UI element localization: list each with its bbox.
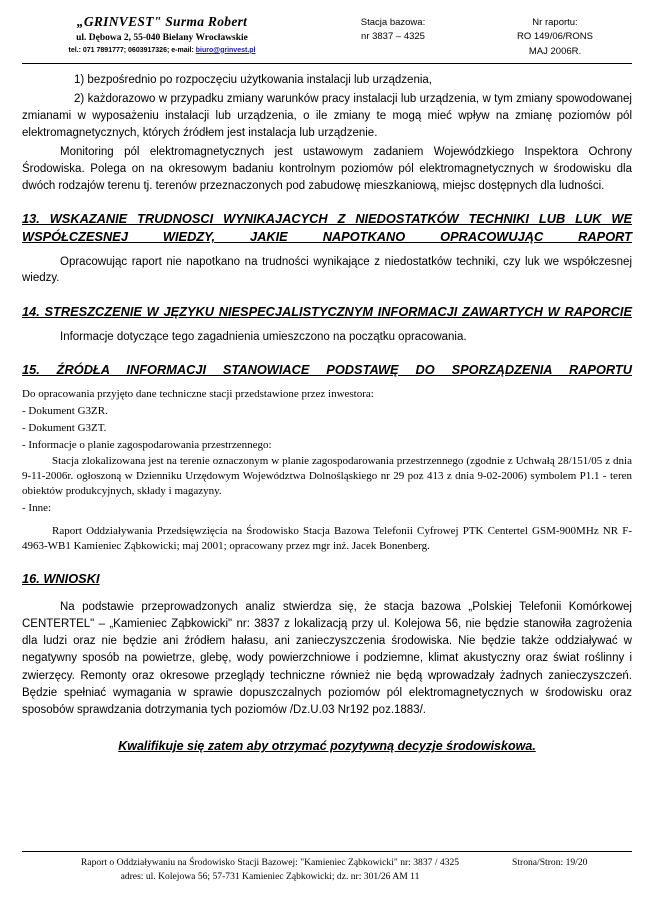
header-company-block (22, 14, 312, 59)
section-15-bullet-3: - Informacje o planie zagospodarowania przestrzennego: (22, 438, 272, 451)
footer-line-2: adres: ul. Kolejowa 56; 57-731 Kamieniec Ząbkowicki; dz. nr: 301/26 AM 11 (120, 870, 420, 882)
company-name: „GRINVEST" Surma Robert (76, 14, 248, 29)
section-15-heading: 15. ŹRÓDŁA INFORMACJI STANOWIACE PODSTAWĘ DO SPORZĄDZENIA RAPORTU (22, 362, 632, 378)
monitoring-paragraph: Monitoring pól elektromagnetycznych jest ustawowym zadaniem Wojewódzkiego Inspektora Ochrony Środowiska. Polega on na okresowym badaniu kontrolnym poziomów pól elektromagnetycznych w środowisku dla dwóch rodzajów terenu tj. terenów przeznaczonych pod zabudowę mieszkaniową, miejsc dostępnych dla ludności. (22, 146, 632, 192)
document-header (22, 14, 632, 64)
company-contact-label: tel.: 071 7891777; 0603917326; e-mail: (68, 46, 196, 54)
final-conclusion: Kwalifikuje się zatem aby otrzymać pozytywną decyzje środowiskowa. (118, 739, 536, 754)
report-number-value: RO 149/06/RONS (516, 31, 594, 43)
list-item-2: 2) każdorazowo w przypadku zmiany warunków pracy instalacji lub urządzenia, w tym zmiany spowodowanej zmianami w wyposażeniu instalacji lub urządzenia, o ile zmiany te mogą mieć wpływ na zmianę poziomów pól elektromagnetycznych, których źródłem jest instalacja lub urządzenie. (22, 93, 632, 139)
list-item-1: 1) bezpośrednio po rozpoczęciu użytkowania instalacji lub urządzenia, (74, 73, 432, 86)
document-footer (22, 851, 632, 883)
section-15-intro: Do opracowania przyjęto dane techniczne stacji przedstawione przez inwestora: (22, 388, 374, 401)
section-16-heading: 16. WNIOSKI (22, 570, 100, 586)
section-15-bullet-1: - Dokument G3ZR. (22, 404, 108, 417)
header-station-block (312, 14, 474, 59)
section-15-content (22, 387, 632, 553)
footer-text-block (22, 856, 512, 883)
section-13-text: Opracowując raport nie napotkano na trudności wynikające z niedostatków techniki, czy luk we współczesnej wiedzy. (22, 255, 632, 285)
section-15-bullet-4: - Inne: (22, 502, 52, 514)
report-date: MAJ 2006R. (528, 45, 582, 57)
station-value: nr 3837 – 4325 (361, 31, 425, 43)
header-report-block (474, 14, 632, 59)
footer-line-1: Raport o Oddziaływaniu na Środowisko Stacji Bazowej: "Kamieniec Ząbkowicki" nr: 3837 / 4325 (80, 857, 460, 869)
station-label: Stacja bazowa: (360, 17, 426, 28)
document-body (22, 72, 632, 756)
company-address: ul. Dębowa 2, 55-040 Bielany Wrocławskie (76, 32, 248, 43)
company-contact (22, 46, 302, 55)
section-14-heading: 14. STRESZCZENIE W JĘZYKU NIESPECJALISTYCZNYM INFORMACJI ZAWARTYCH W RAPORCIE (22, 304, 632, 320)
report-number-label: Nr raportu: (532, 17, 578, 28)
section-15-other-text: Raport Oddziaływania Przedsięwzięcia na Środowisko Stacja Bazowa Telefonii Cyfrowej PTK Centertel GSM-900MHz NR F-4963-WB1 Kamieniec Ząbkowicki; maj 2001; opracowany przez mgr inż. Jacek Bonenberg. (22, 524, 632, 552)
section-13-heading: 13. WSKAZANIE TRUDNOSCI WYNIKAJACYCH Z NIEDOSTATKÓW TECHNIKI LUB LUK WE WSPÓŁCZESNEJ WIEDZY, JAKIE NAPOTKANO OPRACOWUJĄC RAPORT (22, 211, 632, 245)
section-15-bullet-2: - Dokument G3ZT. (22, 421, 107, 434)
section-16-text: Na podstawie przeprowadzonych analiz stwierdza się, że stacja bazowa „Polskiej Telefonii Komórkowej CENTERTEL" – „Kamieniec Ząbkowicki" nr: 3837 z lokalizacją przy ul. Kolejowa 56, nie będzie stanowiła zagrożenia dla ludzi oraz nie będzie ani źródłem hałasu, ani zanieczyszczenia środowiska. Nie będzie także oddziaływać w negatywny sposób na powietrze, glebę, wody powierzchniowe i podziemne, klimat akustyczny oraz świat roślinny i zwierzęcy. Remonty oraz okresowe przeglądy techniczne również nie będą wprowadzały żadnych zanieczyszczeń. Będzie spełniać wymagania w sprawie dopuszczalnych poziomów pól elektromagnetycznych w środowisku oraz sposobów sprawdzania dotrzymania tych poziomów /Dz.U.03 Nr192 poz.1883/. (22, 600, 632, 717)
section-14-text: Informacje dotyczące tego zagadnienia umieszczono na początku opracowania. (60, 330, 467, 343)
footer-page-number: Strona/Stron: 19/20 (512, 857, 588, 869)
section-15-plan-text: Stacja zlokalizowana jest na terenie oznaczonym w planie zagospodarowania przestrzennego (zgodnie z Uchwałą 28/151/05 z dnia 9-11-2006r. ogłoszoną w Dzienniku Urzędowym Województwa Dolnośląskiego nr 29 poz 413 z dnia 9-02-2006) symbolem P1.1 - teren obiektów produkcyjnych, składy i magazyny. (22, 455, 632, 498)
company-email[interactable]: biuro@grinvest.pl (195, 46, 256, 54)
